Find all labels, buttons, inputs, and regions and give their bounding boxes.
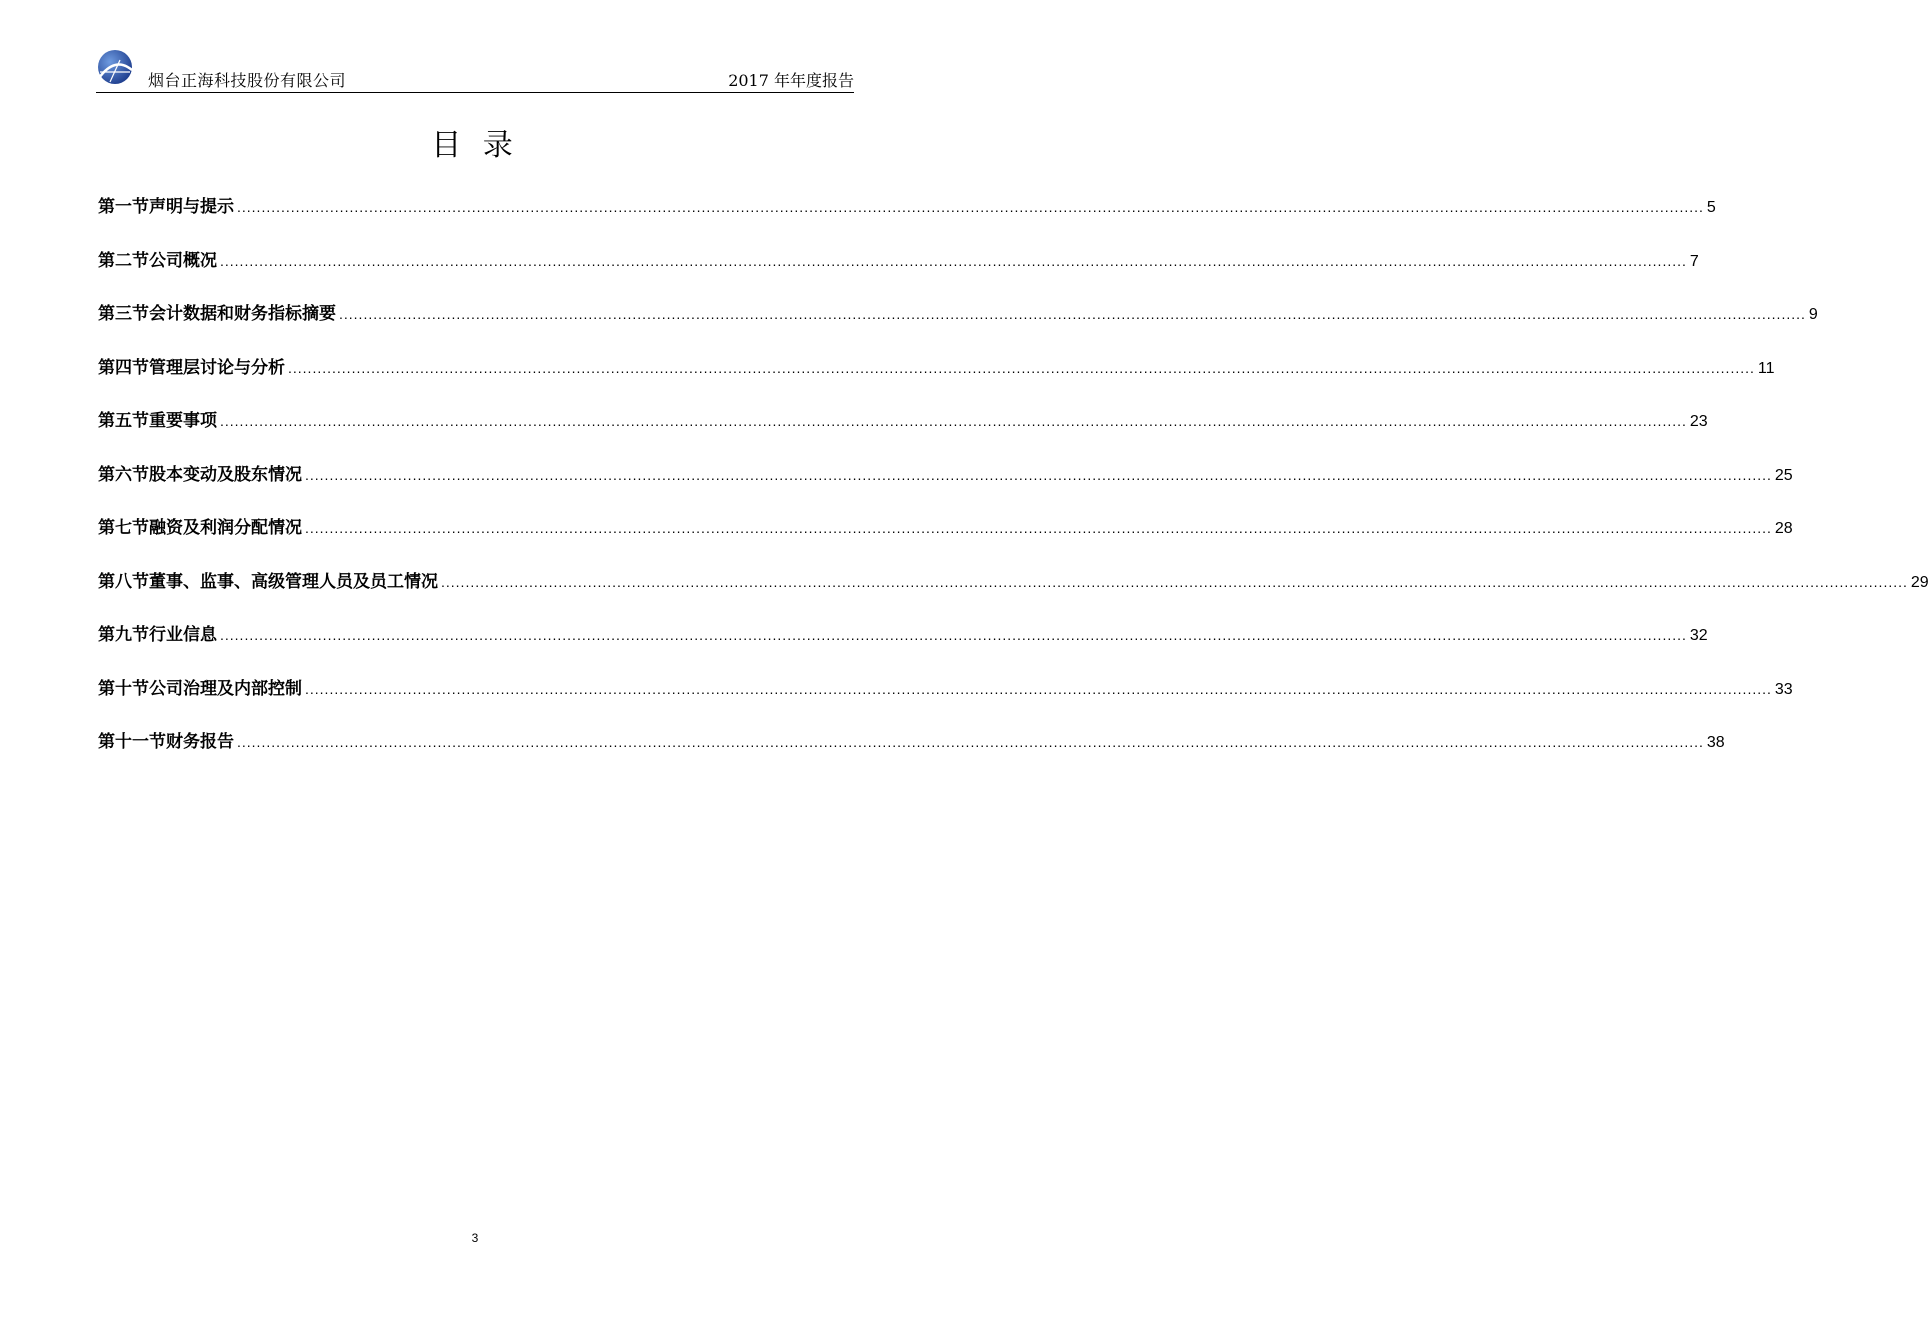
toc-section-number: 第四节 xyxy=(98,357,149,378)
toc-page-number: 33 xyxy=(1774,680,1793,698)
toc-section-title: 行业信息 xyxy=(149,625,217,645)
toc-section-number: 第六节 xyxy=(98,464,149,485)
toc-heading: 目 录 xyxy=(431,128,519,163)
toc-entry[interactable] xyxy=(98,299,1818,353)
toc-entry[interactable] xyxy=(98,246,1699,300)
table-of-contents xyxy=(98,192,1929,781)
company-logo-icon xyxy=(96,48,134,86)
toc-entry[interactable] xyxy=(98,460,1793,514)
toc-section-number: 第一节 xyxy=(98,197,149,217)
toc-section-title: 董事、监事、高级管理人员及员工情况 xyxy=(149,571,438,592)
toc-section-number: 第五节 xyxy=(98,411,149,431)
toc-page-number: 9 xyxy=(1808,306,1818,323)
toc-leader: ............................................................................................................................................................................................................................................................................................................ xyxy=(237,199,1704,215)
toc-leader: ............................................................................................................................................................................................................................................................................................................ xyxy=(305,520,1772,536)
toc-entry[interactable] xyxy=(98,406,1708,460)
toc-section-title: 融资及利润分配情况 xyxy=(149,518,302,538)
toc-entry[interactable] xyxy=(98,192,1716,246)
toc-section-number: 第九节 xyxy=(98,625,149,645)
toc-section-number: 第十一节 xyxy=(98,732,166,752)
toc-section-number: 第七节 xyxy=(98,518,149,538)
toc-leader: ............................................................................................................................................................................................................................................................................................................ xyxy=(305,680,1772,697)
toc-leader: ............................................................................................................................................................................................................................................................................................................ xyxy=(305,466,1772,483)
toc-section-number: 第二节 xyxy=(98,250,149,271)
toc-section-title: 声明与提示 xyxy=(149,197,234,217)
toc-page-number: 7 xyxy=(1689,252,1699,270)
toc-section-title: 公司治理及内部控制 xyxy=(149,678,302,699)
toc-section-title: 股本变动及股东情况 xyxy=(149,464,302,485)
toc-leader: ............................................................................................................................................................................................................................................................................................................ xyxy=(220,413,1687,429)
toc-leader: ............................................................................................................................................................................................................................................................................................................ xyxy=(441,573,1908,590)
toc-section-title: 公司概况 xyxy=(149,250,217,271)
toc-section-number: 第八节 xyxy=(98,571,149,592)
toc-section-number: 第三节 xyxy=(98,304,149,324)
toc-page-number: 28 xyxy=(1774,520,1793,537)
toc-entry[interactable] xyxy=(98,674,1793,728)
toc-section-title: 会计数据和财务指标摘要 xyxy=(149,304,336,324)
toc-section-title: 管理层讨论与分析 xyxy=(149,357,285,378)
page-header xyxy=(96,46,854,93)
toc-leader: ............................................................................................................................................................................................................................................................................................................ xyxy=(288,359,1755,376)
company-name: 烟台正海科技股份有限公司 xyxy=(148,71,347,90)
toc-leader: ............................................................................................................................................................................................................................................................................................................ xyxy=(220,252,1687,269)
toc-section-number: 第十节 xyxy=(98,678,149,699)
toc-section-title: 重要事项 xyxy=(149,411,217,431)
page-number: 3 xyxy=(471,1231,479,1245)
toc-leader: ............................................................................................................................................................................................................................................................................................................ xyxy=(220,627,1687,643)
toc-page-number: 32 xyxy=(1689,627,1708,644)
toc-entry[interactable] xyxy=(98,353,1775,407)
toc-page-number: 5 xyxy=(1706,199,1716,216)
toc-leader: ............................................................................................................................................................................................................................................................................................................ xyxy=(237,734,1704,750)
toc-page-number: 29 xyxy=(1910,573,1929,591)
toc-entry[interactable] xyxy=(98,513,1793,567)
toc-page-number: 11 xyxy=(1757,359,1775,377)
toc-page-number: 38 xyxy=(1706,734,1725,751)
toc-entry[interactable] xyxy=(98,727,1725,781)
report-title: 2017 年年度报告 xyxy=(728,71,854,90)
toc-entry[interactable] xyxy=(98,620,1708,674)
toc-page-number: 25 xyxy=(1774,466,1793,484)
toc-entry[interactable] xyxy=(98,567,1929,621)
toc-leader: ............................................................................................................................................................................................................................................................................................................ xyxy=(339,306,1806,322)
toc-page-number: 23 xyxy=(1689,413,1708,430)
toc-section-title: 财务报告 xyxy=(166,732,234,752)
